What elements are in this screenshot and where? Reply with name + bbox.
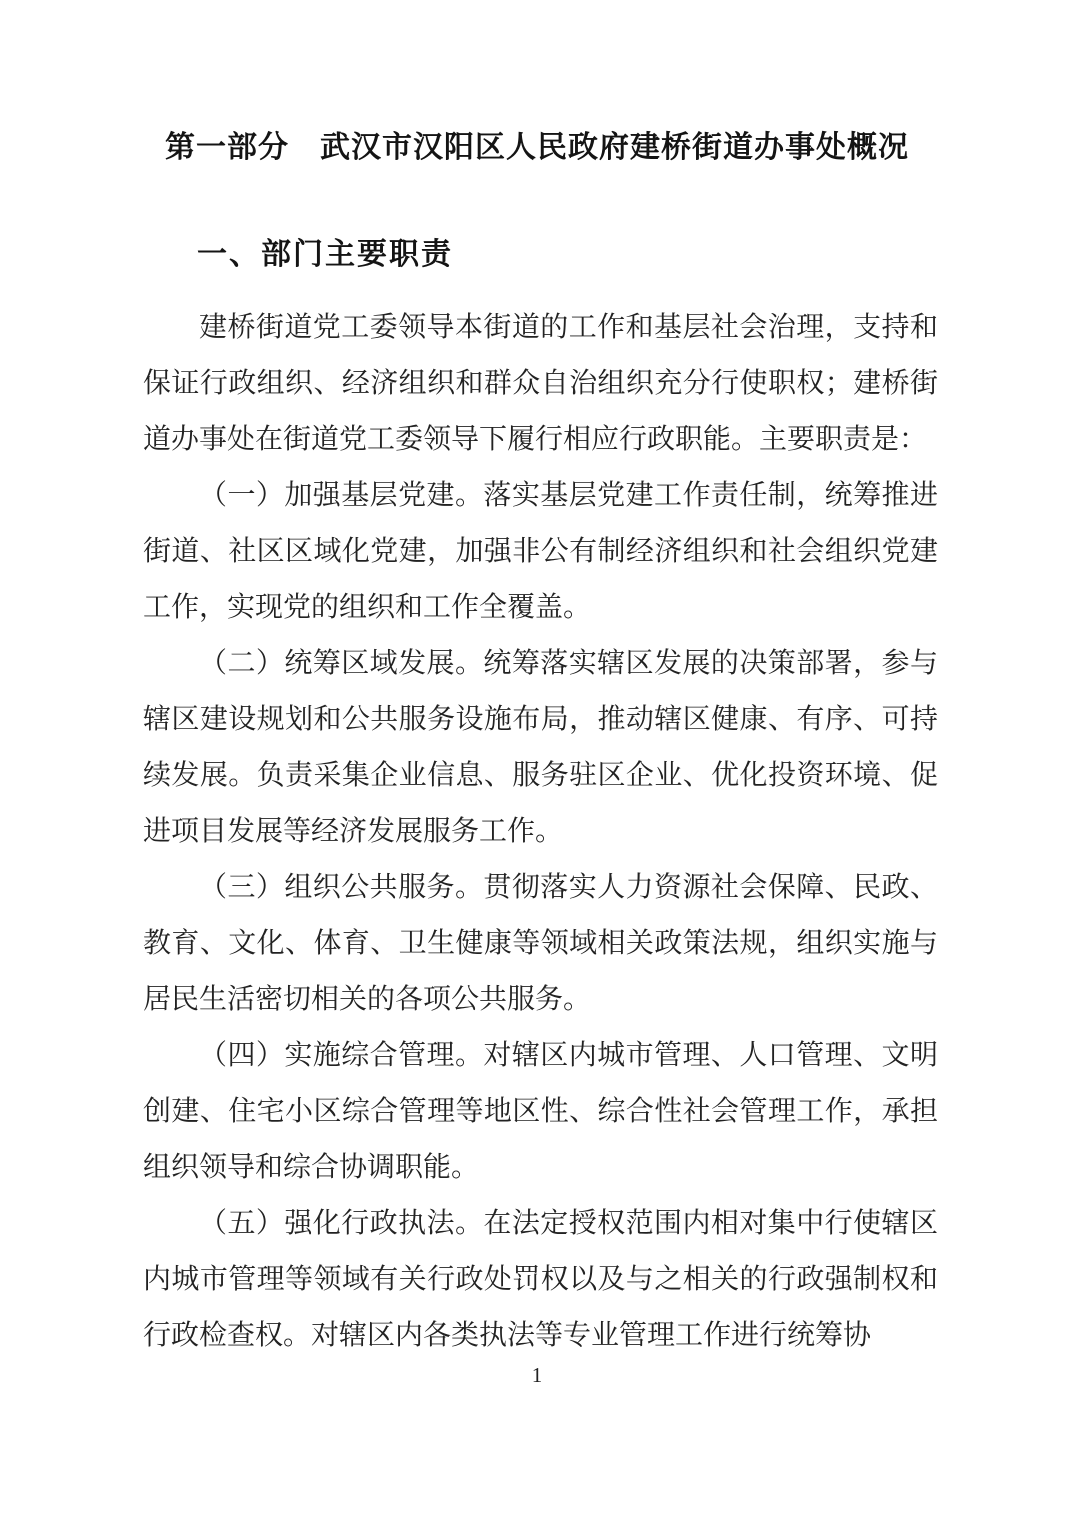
document-body — [143, 300, 938, 1364]
paragraph-duty-3: （三）组织公共服务。贯彻落实人力资源社会保障、民政、教育、文化、体育、卫生健康等领域相关政策法规，组织实施与居民生活密切相关的各项公共服务。 — [143, 872, 938, 1015]
paragraph-intro: 建桥街道党工委领导本街道的工作和基层社会治理，支持和保证行政组织、经济组织和群众自治组织充分行使职权；建桥街道办事处在街道党工委领导下履行相应行政职能。主要职责是： — [143, 312, 938, 455]
paragraph-duty-1: （一）加强基层党建。落实基层党建工作责任制，统筹推进街道、社区区域化党建，加强非公有制经济组织和社会组织党建工作，实现党的组织和工作全覆盖。 — [143, 480, 938, 623]
section-heading: 一、部门主要职责 — [197, 238, 453, 271]
page-number: 1 — [531, 1363, 543, 1387]
document-title: 第一部分 武汉市汉阳区人民政府建桥街道办事处概况 — [165, 131, 909, 164]
paragraph-duty-4: （四）实施综合管理。对辖区内城市管理、人口管理、文明创建、住宅小区综合管理等地区性、综合性社会管理工作，承担组织领导和综合协调职能。 — [143, 1040, 938, 1183]
paragraph-duty-2: （二）统筹区域发展。统筹落实辖区发展的决策部署，参与辖区建设规划和公共服务设施布局，推动辖区健康、有序、可持续发展。负责采集企业信息、服务驻区企业、优化投资环境、促进项目发展等经济发展服务工作。 — [143, 648, 938, 847]
paragraph-duty-5: （五）强化行政执法。在法定授权范围内相对集中行使辖区内城市管理等领域有关行政处罚权以及与之相关的行政强制权和行政检查权。对辖区内各类执法等专业管理工作进行统筹协 — [143, 1208, 938, 1351]
